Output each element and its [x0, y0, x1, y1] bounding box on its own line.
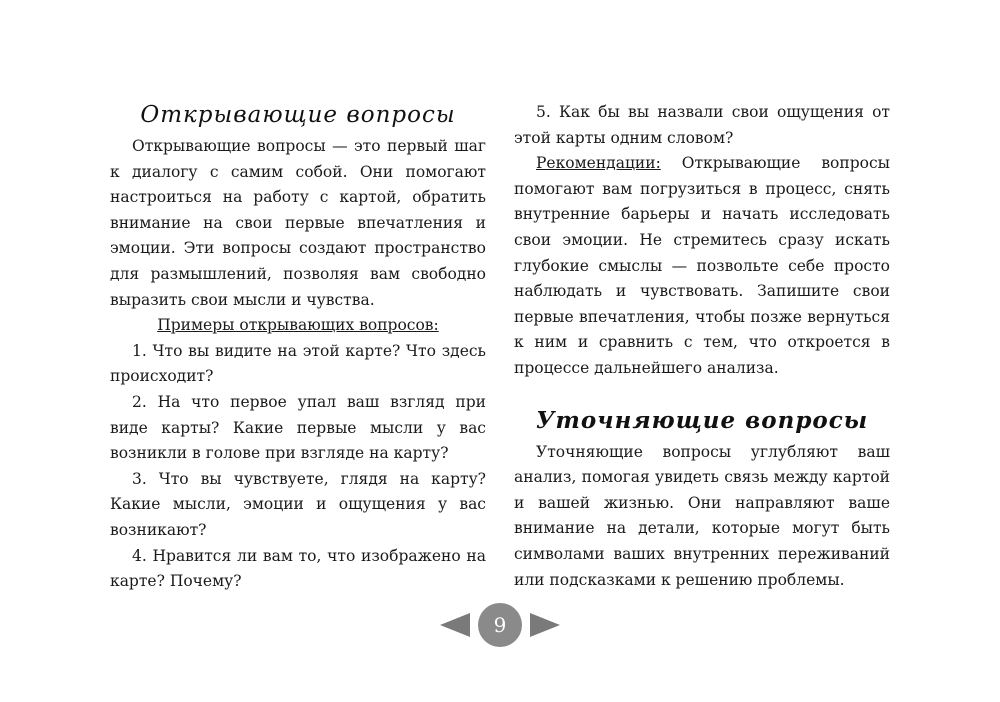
triangle-left-icon[interactable] [440, 613, 470, 637]
examples-title [110, 313, 486, 339]
section-heading-opening-questions: Открывающие вопросы [140, 102, 456, 128]
recommendations-paragraph [514, 151, 890, 381]
question-item: 3. Что вы чувствуете, глядя на карту? Какие мысли, эмоции и ощущения у вас возникают? [110, 469, 486, 539]
recommendations-label: Рекомендации: [536, 154, 661, 173]
examples-title-text: Примеры открывающих вопросов: [157, 316, 439, 335]
triangle-right-icon[interactable] [530, 613, 560, 637]
right-column [514, 92, 890, 593]
clarifying-paragraph: Уточняющие вопросы углубляют ваш анализ, помогая увидеть связь между картой и вашей жизнью. Они направляют ваше внимание на детали, которые могут быть символами ваших внутренних переживаний или подсказками к решению проблемы. [514, 442, 890, 589]
question-item: 4. Нравится ли вам то, что изображено на карте? Почему? [110, 546, 486, 591]
page-number: 9 [478, 603, 522, 647]
page-navigation [440, 603, 560, 647]
question-item: 1. Что вы видите на этой карте? Что здесь происходит? [110, 341, 486, 386]
question-item-5: 5. Как бы вы назвали свои ощущения от этой карты одним словом? [514, 103, 890, 147]
section-heading-clarifying-questions: Уточняющие вопросы [535, 406, 869, 434]
recommendations-text: Открывающие вопросы помогают вам погрузиться в процесс, снять внутренние барьеры и начать исследовать свои эмоции. Не стремитесь сразу искать глубокие смыслы — позвольте себе просто наблюдать и чувствовать. Запишите свои первые впечатления, чтобы позже вернуться к ним и сравнить с тем, что откроется в процессе дальнейшего анализа. [514, 154, 890, 377]
question-item: 2. На что первое упал ваш взгляд при виде карты? Какие первые мысли у вас возникли в голове при взгляде на карту? [110, 392, 486, 463]
intro-paragraph: Открывающие вопросы — это первый шаг к диалогу с самим собой. Они помогают настроиться на работу с картой, обратить внимание на свои первые впечатления и эмоции. Эти вопросы создают пространство для размышлений, позволяя вам свободно выразить свои мысли и чувства. [110, 137, 486, 309]
left-column [110, 92, 486, 595]
